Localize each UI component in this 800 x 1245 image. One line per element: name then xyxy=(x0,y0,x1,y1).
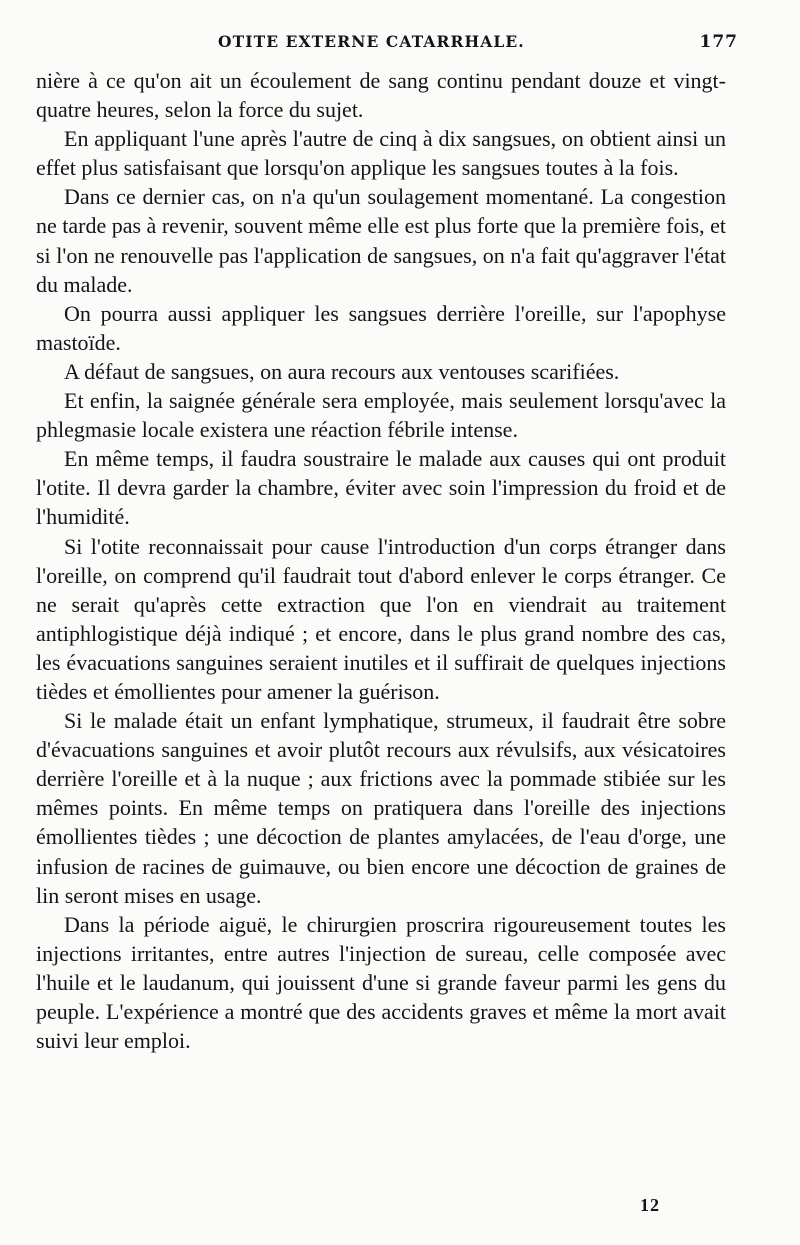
page-header xyxy=(0,32,800,58)
paragraph-continued: nière à ce qu'on ait un écoulement de sang continu pendant douze et vingt-quatre heures, selon la force du sujet. xyxy=(36,68,726,123)
paragraph: Si l'otite reconnaissait pour cause l'introduction d'un corps étranger dans l'oreille, on comprend qu'il faudrait tout d'abord enlever le corps étranger. Ce ne serait qu'après cette extraction que l'on en viendrait au traitement antiphlogistique déjà indiqué ; et encore, dans le plus grand nombre des cas, les évacuations sanguines seraient inutiles et il suffirait de quelques injections tièdes et émollientes pour amener la guérison. xyxy=(36,533,726,704)
paragraph: Dans ce dernier cas, on n'a qu'un soulagement momentané. La congestion ne tarde pas à revenir, souvent même elle est plus forte que la première fois, et si l'on ne renouvelle pas l'application de sangsues, on n'a fait qu'aggraver l'état du malade. xyxy=(36,184,727,297)
running-title: OTITE EXTERNE CATARRHALE. xyxy=(218,32,525,51)
paragraph: En appliquant l'une après l'autre de cinq à dix sangsues, on obtient ainsi un effet plus satisfaisant que lorsqu'on applique les sangsues toutes à la fois. xyxy=(36,126,726,181)
paragraph: Et enfin, la saignée générale sera employée, mais seulement lorsqu'avec la phlegmasie locale existera une réaction fébrile intense. xyxy=(36,388,726,443)
paragraph: En même temps, il faudra soustraire le malade aux causes qui ont produit l'otite. Il devra garder la chambre, éviter avec soin l'impression du froid et de l'humidité. xyxy=(36,446,726,530)
page-number: 177 xyxy=(699,32,738,52)
paragraph: Si le malade était un enfant lymphatique, strumeux, il faudrait être sobre d'évacuations sanguines et avoir plutôt recours aux révulsifs, aux vésicatoires derrière l'oreille et à la nuque ; aux frictions avec la pommade stibiée sur les mêmes points. En même temps on pratiquera dans l'oreille des injections émollientes tièdes ; une décoction de plantes amylacées, de l'eau d'orge, une infusion de racines de guimauve, ou bien encore une décoction de graines de lin seront mises en usage. xyxy=(36,708,726,908)
paragraph: A défaut de sangsues, on aura recours aux ventouses scarifiées. xyxy=(64,358,620,384)
paragraph: On pourra aussi appliquer les sangsues derrière l'oreille, sur l'apophyse mastoïde. xyxy=(36,300,726,355)
signature-mark: 12 xyxy=(640,1195,660,1215)
body-text xyxy=(36,66,726,1055)
paragraph: Dans la période aiguë, le chirurgien proscrira rigoureusement toutes les injections irritantes, entre autres l'injection de sureau, celle composée avec l'huile et le laudanum, qui jouissent d'une si grande faveur parmi les gens du peuple. L'expérience a montré que des accidents graves et même la mort avait suivi leur emploi. xyxy=(36,911,726,1054)
